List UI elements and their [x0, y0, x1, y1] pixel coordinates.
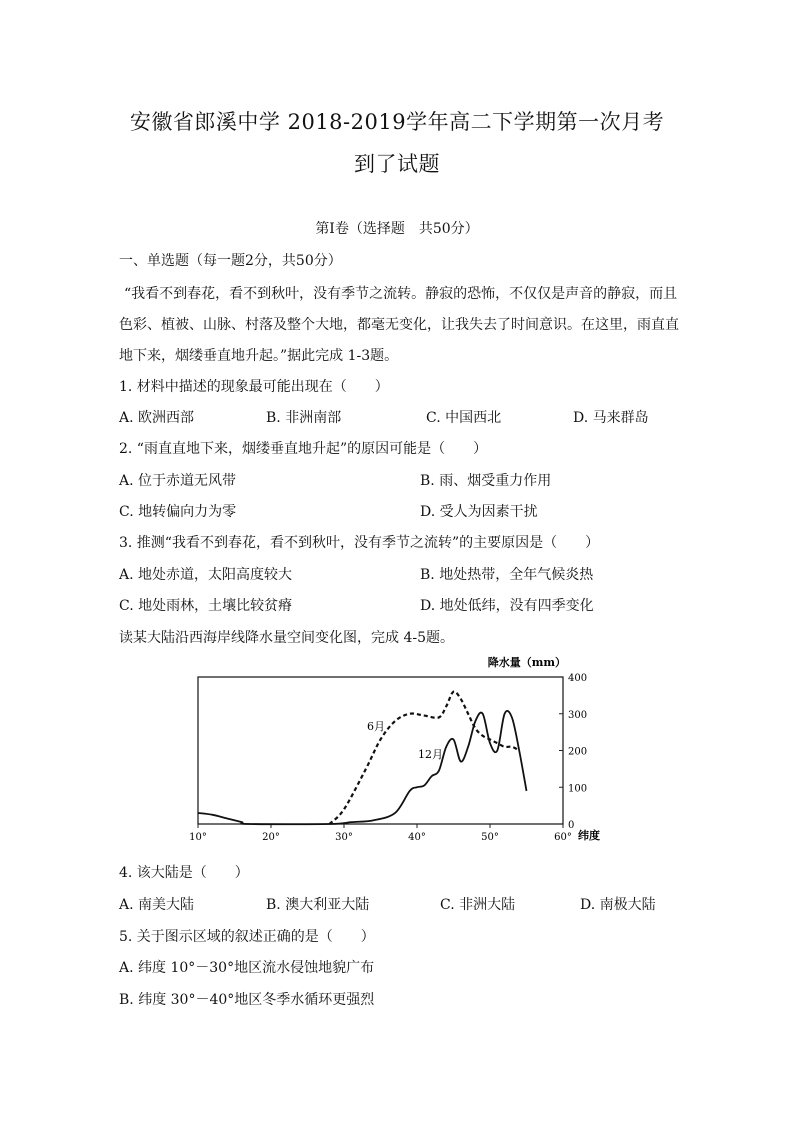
option: B. 澳大利亚大陆	[266, 897, 370, 913]
option: C. 非洲大陆	[440, 897, 516, 913]
question-stem: 3. 推测“我看不到春花，看不到秋叶，没有季节之流转”的主要原因是（ ）	[119, 535, 600, 551]
y-axis-label: 降水量（mm）	[487, 656, 566, 669]
x-tick-label: 60°	[554, 832, 572, 843]
question-stem: 2. “雨直直地下来，烟缕垂直地升起”的原因可能是（ ）	[119, 441, 488, 457]
option: C. 中国西北	[426, 410, 502, 426]
exam-title-line2: 到了试题	[354, 152, 440, 176]
y-tick-label: 400	[568, 673, 588, 684]
question-stem: 1. 材料中描述的现象最可能出现在（ ）	[119, 379, 389, 395]
option: D. 受人为因素干扰	[420, 504, 538, 520]
option: A. 地处赤道，太阳高度较大	[119, 567, 293, 583]
option: D. 地处低纬，没有四季变化	[420, 598, 594, 614]
y-tick-label: 100	[568, 783, 588, 795]
option: D. 南极大陆	[580, 897, 656, 913]
precipitation-chart	[180, 650, 620, 850]
x-tick-label: 40°	[408, 832, 426, 843]
chart-intro: 读某大陆沿西海岸线降水量空间变化图，完成 4-5题。	[119, 630, 454, 646]
option: A. 纬度 10°－30°地区流水侵蚀地貌广布	[119, 960, 375, 976]
option: B. 雨、烟受重力作用	[420, 473, 552, 489]
option: B. 非洲南部	[266, 410, 342, 426]
x-tick-label: 10°	[189, 832, 207, 843]
option: B. 地处热带，全年气候炎热	[420, 567, 594, 583]
series-label-december: 12月	[418, 748, 443, 761]
option: C. 地转偏向力为零	[119, 504, 237, 520]
y-tick-label: 300	[568, 709, 588, 721]
plot-frame	[198, 677, 563, 824]
x-tick-label: 30°	[335, 832, 353, 843]
y-tick-label: 200	[568, 746, 588, 758]
option: B. 纬度 30°－40°地区冬季水循环更强烈	[119, 992, 375, 1008]
question-stem: 4. 该大陆是（ ）	[119, 865, 249, 881]
option: D. 马来群岛	[573, 410, 649, 426]
x-tick-label: 50°	[481, 832, 499, 843]
series-label-june: 6月	[367, 720, 385, 733]
option: C. 地处雨林，土壤比较贫瘠	[119, 598, 293, 614]
x-tick-label: 20°	[262, 832, 280, 843]
option: A. 欧洲西部	[119, 410, 195, 426]
x-axis-label: 纬度	[578, 829, 600, 842]
option: A. 位于赤道无风带	[119, 473, 237, 489]
option: A. 南美大陆	[119, 897, 195, 913]
part-heading: 一、单选题（每一题2分，共50分）	[119, 253, 342, 269]
exam-title: 安徽省郎溪中学 2018-2019学年高二下学期第一次月考	[129, 110, 665, 134]
section-header: 第Ⅰ卷（选择题 共50分）	[315, 221, 479, 237]
series-line-december	[198, 711, 527, 824]
question-stem: 5. 关于图示区域的叙述正确的是（ ）	[119, 929, 375, 945]
passage-line: 色彩、植被、山脉、村落及整个大地，都毫无变化，让我失去了时间意识。在这里，雨直直	[119, 317, 679, 333]
y-tick-label: 0	[568, 820, 575, 831]
passage-line: 地下来，烟缕垂直地升起。”据此完成 1-3题。	[119, 348, 399, 364]
passage-line: “我看不到春花，看不到秋叶，没有季节之流转。静寂的恐怖，不仅仅是声音的静寂，而且	[124, 286, 678, 302]
